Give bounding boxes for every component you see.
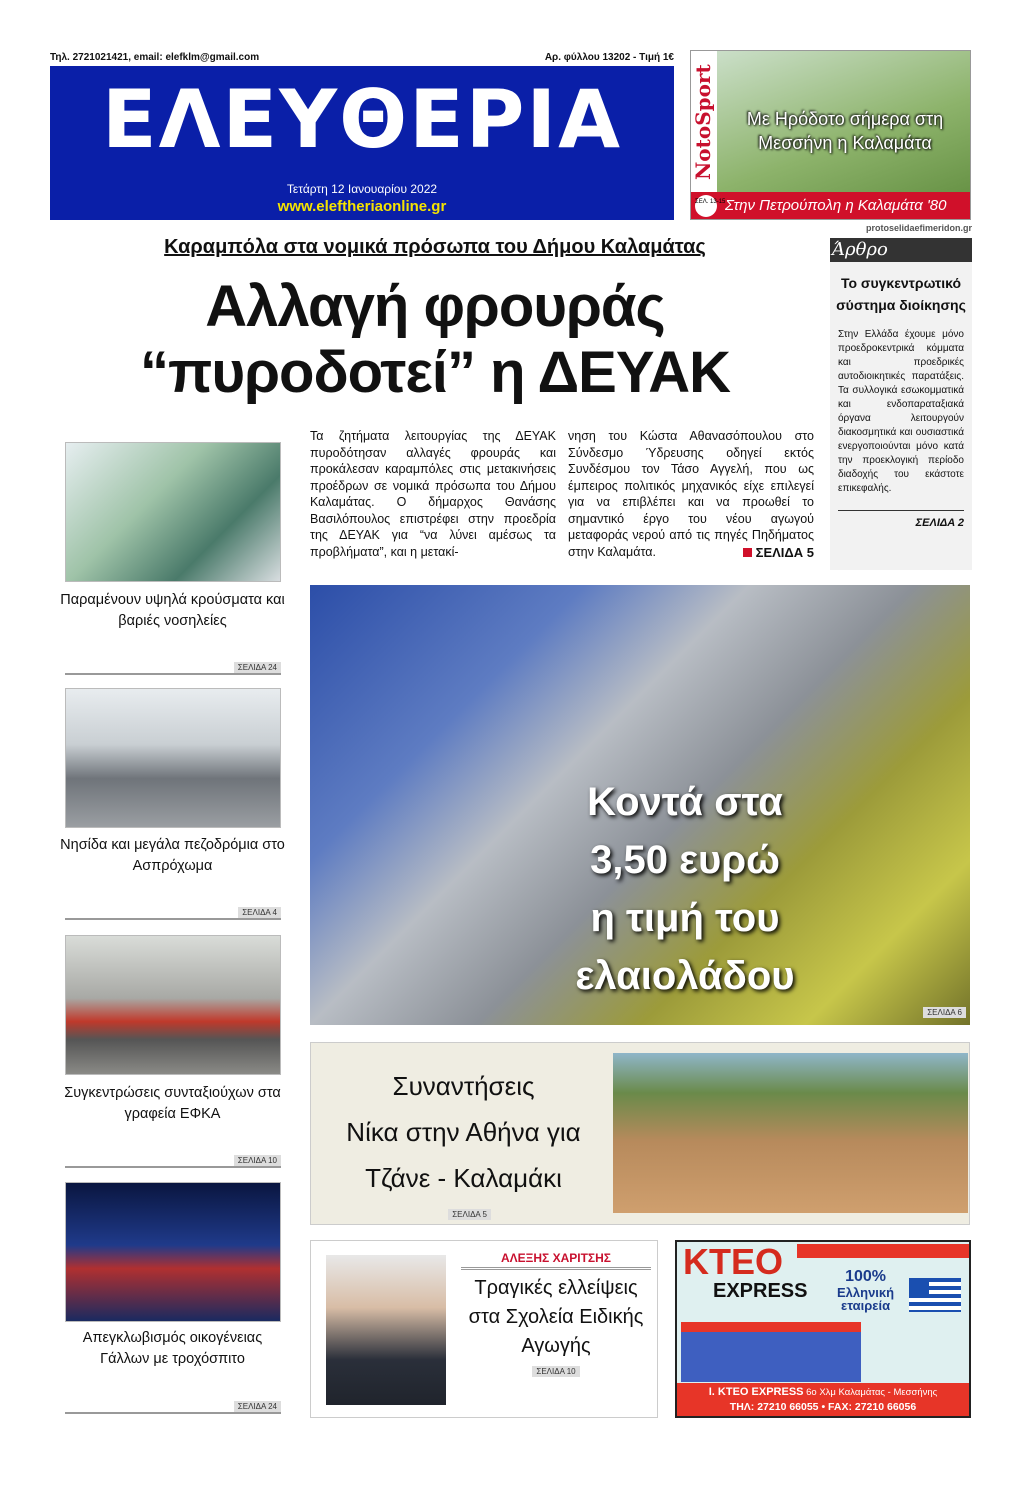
story-page-label: ΣΕΛΙΔΑ 10 xyxy=(234,1155,281,1166)
lead-page-label: ΣΕΛΙΔΑ 5 xyxy=(755,544,814,560)
lead-column-2 xyxy=(568,428,814,561)
opinion-article[interactable] xyxy=(830,238,972,570)
issue-info: Αρ. φύλλου 13202 - Τιμή 1€ xyxy=(544,52,674,63)
opinion-piece[interactable] xyxy=(310,1240,658,1418)
ad-logo-sub: EXPRESS xyxy=(713,1280,808,1302)
contact-info: Τηλ. 2721021421, email: elefklm@gmail.com xyxy=(50,52,260,63)
ad-location: 6ο Χλμ Καλαμάτας - Μεσσήνης xyxy=(806,1387,938,1398)
ad-claim xyxy=(837,1268,894,1312)
author-photo xyxy=(326,1255,446,1405)
lead-headline[interactable] xyxy=(50,274,820,406)
article-page: ΣΕΛΙΔΑ 2 xyxy=(838,510,964,529)
issue-date: Τετάρτη 12 Ιανουαρίου 2022 xyxy=(286,182,438,196)
story-caption[interactable]: Απεγκλωβισμός οικογένειας Γάλλων με τροχόσπιτο xyxy=(82,1330,263,1367)
olive-oil-feature[interactable] xyxy=(310,585,970,1025)
ad-fax: FAX: 27210 66056 xyxy=(828,1401,917,1413)
ad-contact-bar: Ι. ΚΤΕΟ EXPRESS 6ο Χλμ Καλαμάτας - Μεσσήνης ΤΗΛ: 27210 66055 • FAX: 27210 66056 xyxy=(677,1383,969,1416)
story-page-label: ΣΕΛΙΔΑ 24 xyxy=(234,1401,281,1412)
story-caption[interactable]: Νησίδα και μεγάλα πεζοδρόμια στο Ασπρόχωμα xyxy=(60,837,285,874)
story-page-label: ΣΕΛΙΔΑ 4 xyxy=(238,907,281,918)
rescue-photo[interactable] xyxy=(65,1182,281,1322)
ad-logo: KTEO xyxy=(683,1241,784,1282)
lead-page-ref[interactable] xyxy=(743,545,814,562)
sport-subhead-bar xyxy=(691,192,970,219)
watermark: protoselidaefimeridon.gr xyxy=(865,223,972,233)
meetings-page-label: ΣΕΛΙΔΑ 5 xyxy=(448,1209,491,1220)
sport-headline: Με Ηρόδοτο σήμερα στη Μεσσήνη η Καλαμάτα xyxy=(746,109,944,153)
story-caption[interactable]: Συγκεντρώσεις συνταξιούχων στα γραφεία ΕΦΚΑ xyxy=(64,1085,281,1122)
story-caption[interactable]: Παραμένουν υψηλά κρούσματα και βαριές νοσηλείες xyxy=(60,592,285,629)
headline-line-1: Αλλαγή φρουράς xyxy=(205,274,665,339)
covid-ward-photo[interactable] xyxy=(65,442,281,582)
oil-line: η τιμή του xyxy=(590,896,780,940)
protest-photo[interactable] xyxy=(65,935,281,1075)
author-name: ΑΛΕΞΗΣ ΧΑΡΙΤΣΗΣ xyxy=(461,1251,651,1270)
excavation-photo xyxy=(613,1053,968,1213)
red-square-icon xyxy=(743,548,752,557)
oil-page xyxy=(750,1007,966,1020)
ad-claim-line: εταιρεία xyxy=(841,1298,891,1313)
meetings-headline xyxy=(311,1063,616,1201)
meetings-page xyxy=(311,1209,491,1222)
article-text: Στην Ελλάδα έχουμε μόνο προεδροκεντρικά κόμματα και προεδρικές αυτοδιοικητικές παρατάξεις. Τα συλλογικά εσωκομματικά και ενδοπαραταξιακά όργανα λειτουργούν διακοσμητικά και ουσιαστικά ενεργοποιούνται μόνο κατά την προεκλογική περίοδο διαδοχής του εκάστοτε επικεφαλής. xyxy=(838,329,964,494)
opinion-title: Τραγικές ελλείψεις στα Σχολεία Ειδικής Αγωγής xyxy=(468,1277,644,1357)
ad-claim-line: Ελληνική xyxy=(837,1285,895,1300)
masthead xyxy=(50,66,674,220)
lead-kicker: Καραμπόλα στα νομικά πρόσωπα του Δήμου Καλαμάτας xyxy=(164,236,706,258)
website-link[interactable]: www.eleftheriaonline.gr xyxy=(277,198,447,215)
oil-page-label: ΣΕΛΙΔΑ 6 xyxy=(923,1007,966,1018)
article-tag xyxy=(830,238,972,262)
meetings-story[interactable] xyxy=(310,1042,970,1225)
sport-brand: NotoSport xyxy=(691,51,717,194)
street-photo[interactable] xyxy=(65,688,281,828)
oil-line: Κοντά στα xyxy=(587,780,783,824)
lead-column-1: Τα ζητήματα λειτουργίας της ΔΕΥΑΚ πυροδότησαν αλλαγές φρουράς και προκάλεσαν καραμπόλες στις μετακινήσεις προέδρων σε νομικά πρόσωπα του Δήμου Καλαμάτας. Ο δήμαρχος Θανάσης Βασιλόπουλος επιστρέφει στην προεδρία της ΔΕΥΑΚ για “να λύνει αμέσως τα προβλήματα”, και η μετακί- xyxy=(310,429,556,559)
lead-column-2-text: νηση του Κώστα Αθανασόπουλου στο Σύνδεσμο Ύδρευσης οδηγεί εκτός Συνδέσμου τον Τάσο Αγγελή, που ως έμπειρος πολιτικός μηχανικός είχε επιλεγεί για να επιβλέπει και να προωθεί το σημαντικό έργο του νέου αγωγού μεταφοράς νερού από τις πηγές Πηδήματος στην Καλαμάτα. xyxy=(568,429,814,559)
ad-red-band xyxy=(797,1244,969,1258)
story-page-label: ΣΕΛΙΔΑ 24 xyxy=(234,662,281,673)
story-page xyxy=(65,907,281,920)
article-tag-label: Άρθρο xyxy=(832,239,888,260)
story-page xyxy=(65,662,281,675)
ad-claim-percent: 100% xyxy=(845,1268,887,1285)
sport-subhead: Στην Πετρούπολη η Καλαμάτα '80 xyxy=(725,197,947,214)
ad-phone: ΤΗΛ: 27210 66055 xyxy=(729,1401,819,1413)
meetings-line: Συναντήσεις xyxy=(392,1071,535,1101)
story-page xyxy=(65,1401,281,1414)
kteo-advertisement[interactable] xyxy=(675,1240,971,1418)
headline-line-2: “πυροδοτεί” η ΔΕΥΑΚ xyxy=(139,340,731,405)
sport-teaser[interactable] xyxy=(690,50,971,220)
opinion-page-label: ΣΕΛΙΔΑ 10 xyxy=(532,1366,579,1377)
story-page xyxy=(65,1155,281,1168)
newspaper-logo: ΕΛΕΥΘΕΡΙΑ xyxy=(101,73,623,166)
ad-company: Ι. ΚΤΕΟ EXPRESS xyxy=(708,1386,804,1398)
sport-pages: ΣΕΛ. 13-15 xyxy=(695,195,717,217)
ad-building-image xyxy=(681,1322,861,1382)
oil-line: 3,50 ευρώ xyxy=(590,838,780,882)
olive-oil-headline xyxy=(540,773,830,1005)
oil-line: ελαιολάδου xyxy=(575,954,795,998)
meetings-line: Νίκα στην Αθήνα για xyxy=(346,1117,581,1147)
greek-flag-icon xyxy=(909,1278,961,1312)
meetings-line: Τζάνε - Καλαμάκι xyxy=(365,1163,562,1193)
article-title: Το συγκεντρωτικό σύστημα διοίκησης xyxy=(836,275,966,313)
opinion-text-column xyxy=(461,1251,651,1379)
